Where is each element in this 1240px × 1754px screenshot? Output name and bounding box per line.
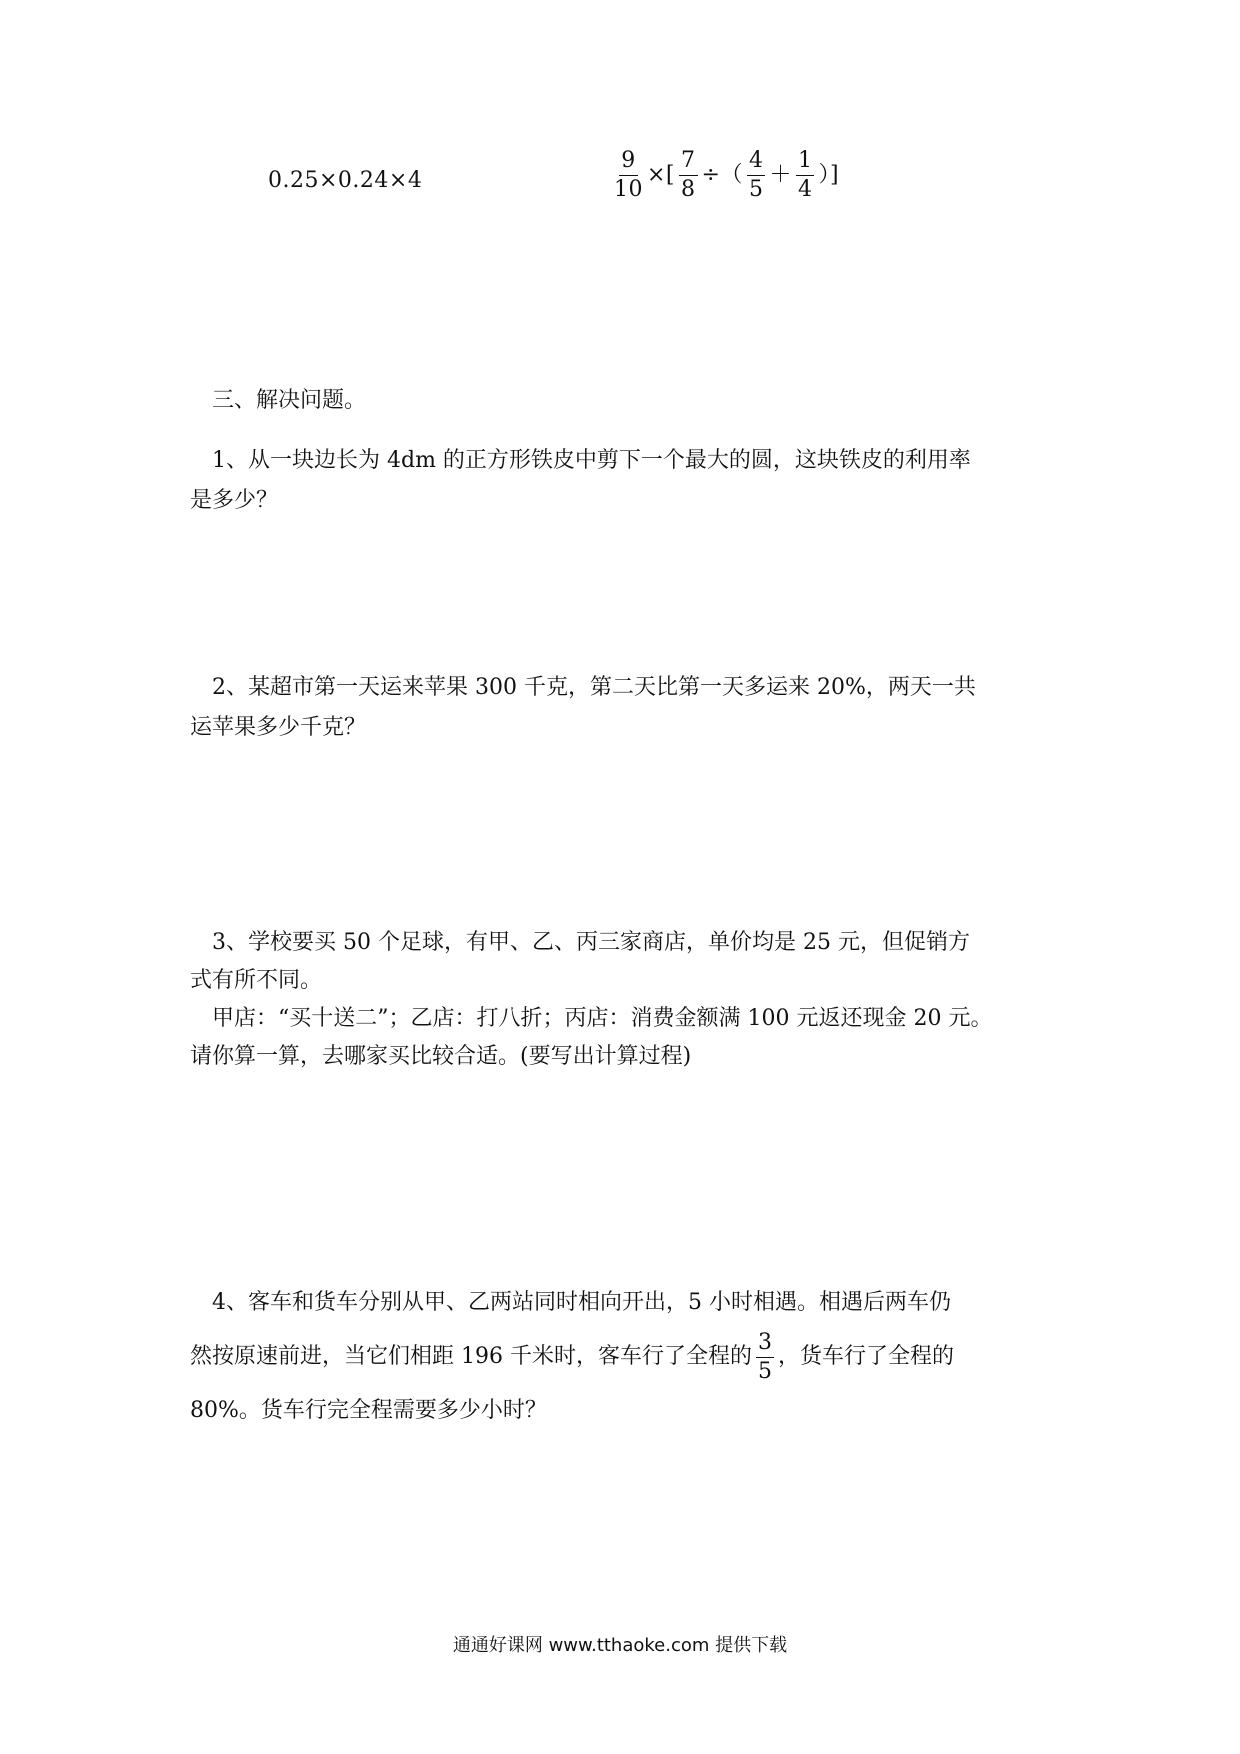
problem-3-line-3: 甲店：“买十送二”；乙店：打八折；丙店：消费金额满 100 元返还现金 20 元。	[212, 1006, 993, 1031]
footer-credit: 通通好课网 www.tthaoke.com 提供下载	[452, 1635, 788, 1656]
problem-2	[190, 668, 1050, 748]
fraction-9-10: $\frac{9}{10}$	[614, 148, 643, 202]
problem-4-line-1: 4、客车和货车分别从甲、乙两站同时相向开出，5 小时相遇。相遇后两车仍	[212, 1290, 951, 1315]
problem-4-line-3: 80%。货车行完全程需要多少小时？	[190, 1398, 547, 1423]
expression-2: $\frac{9}{10}$ ×[ $\frac{7}{8}$ ÷（ $\frac{4}{5}$ ＋ $\frac{1}{4}$ ）]	[614, 148, 840, 202]
fraction-3-5: $\frac{3}{5}$	[757, 1329, 772, 1384]
problem-1	[190, 441, 1050, 521]
section-title: 三、解决问题。	[212, 388, 367, 413]
problem-4	[190, 1280, 1050, 1434]
problem-3-line-4: 请你算一算，去哪家买比较合适。(要写出计算过程)	[190, 1044, 692, 1069]
problem-4-line-2: 然按原速前进，当它们相距 196 千米时，客车行了全程的 $\frac{3}{5}$ ，货车行了全程的	[190, 1329, 954, 1384]
problem-1-line-2: 是多少？	[190, 488, 279, 513]
problem-1-line-1: 1、从一块边长为 4dm 的正方形铁皮中剪下一个最大的圆，这块铁皮的利用率	[212, 448, 971, 473]
problem-2-line-1: 2、某超市第一天运来苹果 300 千克，第二天比第一天多运来 20%，两天一共	[212, 675, 976, 700]
problem-3-line-1: 3、学校要买 50 个足球，有甲、乙、丙三家商店，单价均是 25 元，但促销方	[212, 930, 970, 955]
fraction-1-4: $\frac{1}{4}$	[797, 148, 813, 202]
problem-2-line-2: 运苹果多少千克？	[190, 715, 367, 740]
problem-3-line-2: 式有所不同。	[190, 968, 323, 993]
problem-3	[190, 924, 1050, 1076]
fraction-4-5: $\frac{4}{5}$	[748, 148, 764, 202]
fraction-7-8: $\frac{7}{8}$	[681, 148, 696, 202]
expression-1: 0.25×0.24×4	[268, 168, 423, 193]
